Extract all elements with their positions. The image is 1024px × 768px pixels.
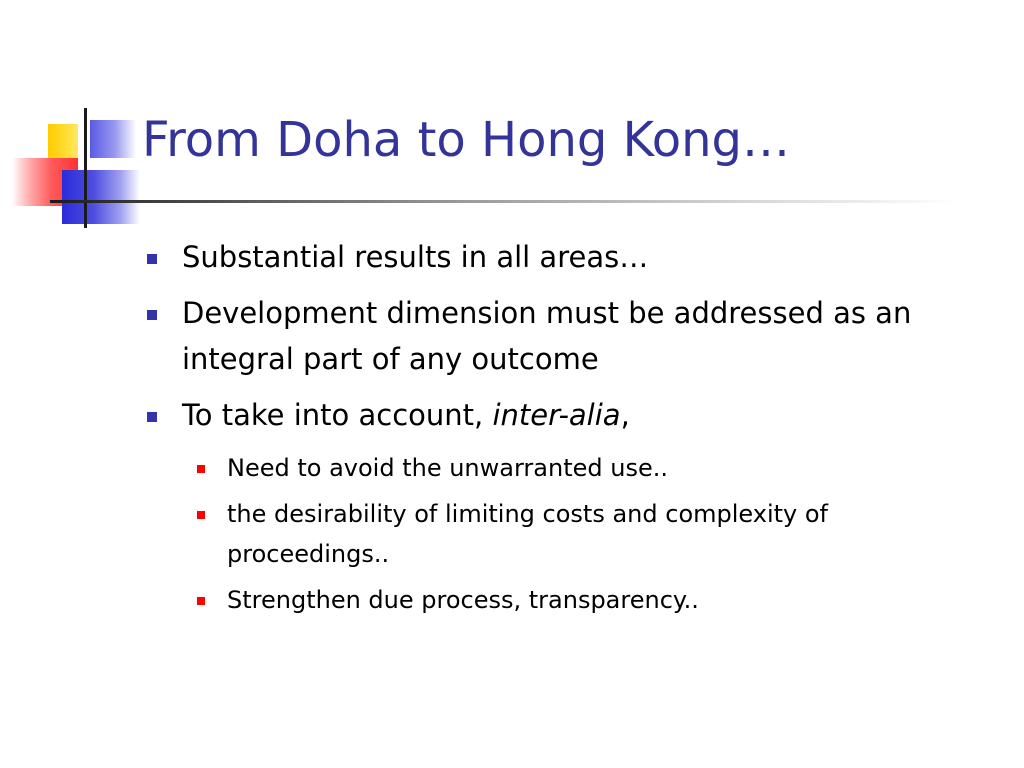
bullet-text: Substantial results in all areas… bbox=[182, 240, 649, 274]
bullet-item bbox=[140, 290, 980, 382]
bullet-item bbox=[140, 392, 980, 438]
bullet-text-italic: inter-alia bbox=[492, 398, 621, 432]
sub-bullet-text: the desirability of limiting costs and complexity of proceedings.. bbox=[227, 500, 828, 568]
deco-vertical-line bbox=[84, 108, 87, 228]
square-bullet-icon bbox=[147, 310, 157, 320]
bullet-text-before: To take into account, bbox=[182, 398, 493, 432]
red-square-bullet-icon bbox=[197, 511, 205, 519]
square-bullet-icon bbox=[147, 254, 157, 264]
sub-bullet-text: Strengthen due process, transparency.. bbox=[227, 586, 699, 614]
sub-bullet-text: Need to avoid the unwarranted use.. bbox=[227, 454, 668, 482]
sub-bullet-item bbox=[227, 448, 980, 488]
sub-bullet-item bbox=[227, 580, 980, 620]
slide-body bbox=[140, 234, 980, 626]
red-square-bullet-icon bbox=[197, 597, 205, 605]
bullet-text-after: , bbox=[620, 398, 630, 432]
deco-blue-bottom-square bbox=[62, 170, 140, 224]
bullet-item bbox=[140, 234, 980, 280]
slide-title: From Doha to Hong Kong… bbox=[142, 112, 790, 168]
deco-blue-top-square bbox=[90, 120, 136, 158]
corner-decoration bbox=[0, 0, 140, 240]
title-underline bbox=[50, 200, 960, 203]
square-bullet-icon bbox=[147, 412, 157, 422]
sub-bullet-item bbox=[227, 494, 980, 574]
red-square-bullet-icon bbox=[197, 465, 205, 473]
bullet-text: Development dimension must be addressed as an integral part of any outcome bbox=[182, 296, 912, 376]
